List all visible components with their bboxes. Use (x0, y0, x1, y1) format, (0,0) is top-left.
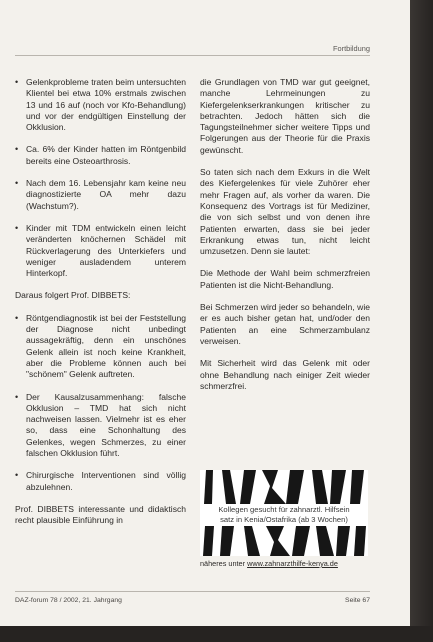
conclusion-item: • Chirurgische Interventionen sind völlig abzulehnen. (15, 470, 186, 493)
body-paragraph: So taten sich nach dem Exkurs in die Welt des Kiefergelenkes für viele Zuhörer eher mehr Fragen auf, als vorher da waren. Die Konsequenz des Vortrags ist für Mediziner, die von sich selbst und von denen ihre Patienten erwarten, dass sie bei jeder Erkrankung etwas tun, nicht leicht umzusetzen. Denn sie lautet: (200, 167, 370, 257)
body-paragraph: Mit Sicherheit wird das Gelenk mit oder ohne Behandlung nach einiger Zeit wieder schmerzfrei. (200, 358, 370, 391)
finding-item: • Nach dem 16. Lebensjahr kam keine neu diagnostizierte OA mehr dazu (Wachstum?). (15, 178, 186, 212)
finding-item: • Ca. 6% der Kinder hatten im Röntgenbild bereits eine Osteoarthrosis. (15, 144, 186, 167)
footer-rule (15, 591, 370, 592)
body-paragraph: Die Methode der Wahl beim schmerzfreien Patienten ist die Nicht-Behandlung. (200, 268, 370, 290)
finding-item: • Gelenkprobleme traten beim untersuchten Klientel bei etwa 10% erstmals zwischen 13 und 16 auf (noch vor Kfo-Behandlung) und vor der endgültigen Einstellung der Okklusion. (15, 77, 186, 133)
header-rule (15, 55, 370, 56)
footer-publication: DAZ-forum 78 / 2002, 21. Jahrgang (15, 597, 122, 604)
footer-page-number: Seite 67 (345, 597, 370, 604)
conclusion-item: • Röntgendiagnostik ist bei der Feststellung der Diagnose nicht unbedingt aussagekräftig, denn ein unschönes Gelenk allein ist noch keine Krankheit, aber die Probleme können auch bei "schönem" Gelenk auftreten. (15, 313, 186, 381)
ad-url-line (200, 559, 370, 568)
ad-line-2: satz in Kenia/Ostafrika (ab 3 Wochen) (200, 515, 368, 525)
conclusion-intro: Daraus folgert Prof. DIBBETS: (15, 290, 131, 301)
ad-line-1: Kollegen gesucht für zahnarztl. Hilfsein (200, 505, 368, 515)
closing-paragraph: Prof. DIBBETS interessante und didaktisch recht plausible Einführung in (15, 503, 186, 526)
ad-url-link[interactable]: www.zahnarzthilfe-kenya.de (247, 559, 338, 568)
finding-item: • Kinder mit TDM entwickeln einen leicht veränderten knöchernen Schädel mit Rückverlagerung des Unterkiefers und weniger ausladendem unterem Hinterkopf. (15, 223, 186, 279)
conclusion-item: • Der Kausalzusammenhang: falsche Okklusion – TMD hat sich nicht nachweisen lassen. Vielmehr ist es eher so, dass eine Schonhaltung des Gelenkes, wegen Schmerzes, zu einer falschen Okklusion führt. (15, 392, 186, 460)
advertisement-box (200, 470, 368, 556)
right-column (200, 77, 370, 403)
findings-list (15, 77, 186, 279)
scanner-bottom-edge (0, 626, 433, 642)
section-label: Fortbildung (333, 44, 370, 53)
scanner-edge (410, 0, 433, 642)
body-paragraph: die Grundlagen von TMD war gut geeignet, manche Lehrmeinungen zu Kiefergelenkserkrankungen kritischer zu betrachten. Jedoch hätten sich die Tagungsteilnehmer sicher weitere Tipps und Folgerungen aus der Theorie für die Praxis gewünscht. (200, 77, 370, 155)
left-column (15, 77, 186, 527)
ad-url-prefix: näheres unter (200, 559, 246, 568)
body-paragraph: Bei Schmerzen wird jeder so behandeln, wie er es auch bisher getan hat, und/oder den Patienten an eine Schmerzambulanz verweisen. (200, 302, 370, 346)
conclusions-list (15, 313, 186, 493)
